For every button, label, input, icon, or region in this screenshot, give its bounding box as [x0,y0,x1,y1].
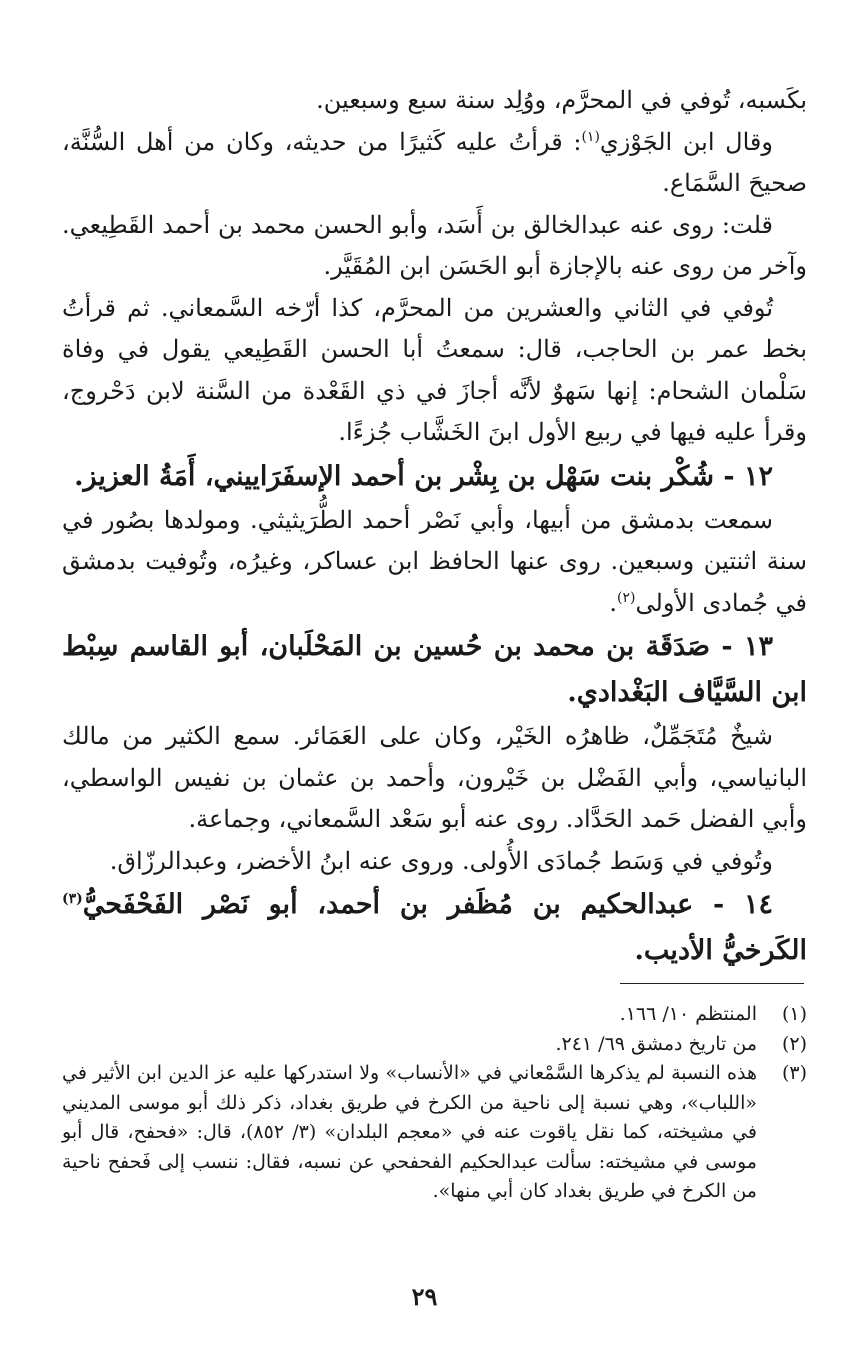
footnote-text: هذه النسبة لم يذكرها السَّمْعاني في «الأنساب» ولا استدركها عليه عز الدين ابن الأثير في «اللباب»، وهي نسبة إلى ناحية من الكرخ في طريق بغداد، ذكر ذلك أبو موسى المديني في مشيخته، كما نقل ياقوت عنه في «معجم البلدان» (٣/ ٨٥٢)، قال: «فحفح، قال أبو موسى في مشيخته: سألت عبدالحكيم الفحفحي عن نسبه، فقال: ننسب إلى فَحفح ناحية من الكرخ في طريق بغداد كان أبي منها». [62,1062,757,1202]
footnote-3 [62,1059,807,1207]
heading-text: ١٤ - عبدالحكيم بن مُظَفر بن أحمد، أبو نَصْر الفَحْفَحيُّ [82,889,773,920]
footnote-separator [620,983,804,984]
footnote-text: المنتظم ١٠/ ١٦٦. [619,1003,757,1025]
paragraph: بكَسبه، تُوفي في المحرَّم، ووُلِد سنة سبع وسبعين. [316,86,807,114]
entry-heading-13: ١٣ - صَدَقَة بن محمد بن حُسين بن المَحْلَبان، أبو القاسم سِبْط ابن السَّيَّاف البَغْدادي. [62,631,807,708]
paragraph [62,500,807,625]
footnote-number: (٣) [781,1062,807,1084]
paragraph [62,122,807,205]
heading-text: الكَرخيُّ الأديب. [634,935,807,966]
footnote-1 [62,1000,807,1030]
footnote-2 [62,1030,807,1060]
footnote-ref[interactable]: (٢) [617,589,636,606]
main-text [62,80,807,974]
paragraph: وتُوفي في وَسَط جُمادَى الأُولى. وروى عنه ابنُ الأخضر، وعبدالرزّاق. [109,846,773,875]
paragraph: تُوفي في الثاني والعشرين من المحرَّم، كذا أرّخه السَّمعاني. ثم قرأتُ بخط عمر بن الحاجب، قال: سمعتُ أبا الحسن القَطِيعي يقول في وفاة سَلْمان الشحام: إنها سَهوٌ لأنَّه أجازَ في ذي القَعْدة من السَّنة لابن دَحْروج، وقرأ عليه فيها في ربيع الأول ابنَ الخَشَّاب جُزءًا. [62,293,807,446]
paragraph-text: : قرأتُ عليه كَثيرًا من حديثه، وكان من أهل السُّنَّة، صحيحَ السَّمَاع. [62,127,807,197]
entry-heading-14 [62,882,807,974]
footnotes [62,1000,807,1207]
paragraph-text: . [609,588,618,617]
paragraph-text: وقال ابن الجَوْزي [599,127,773,156]
footnote-ref[interactable]: (٣) [62,891,83,907]
paragraph: قلت: روى عنه عبدالخالق بن أَسَد، وأبو الحسن محمد بن أحمد القَطِيعي. وآخر من روى عنه بالإجازة أبو الحَسَن ابن المُقَيَّر. [62,210,807,280]
footnote-number: (١) [781,1003,807,1025]
footnote-ref[interactable]: (١) [581,128,600,145]
entry-heading-12: ١٢ - شُكْر بنت سَهْل بن بِشْر بن أحمد الإسفَرَاييني، أَمَةُ العزيز. [74,460,773,492]
footnote-number: (٢) [781,1032,807,1055]
page-number: ٢٩ [411,1282,438,1311]
paragraph-text: سمعت بدمشق من أبيها، وأبي نَصْر أحمد الطُّرَيثيثي. ومولدها بصُور في سنة اثنتين وسبعين. روى عنها الحافظ ابن عساكر، وغيرُه، وتُوفيت بدمشق في جُمادى الأولى [62,505,807,617]
footnote-text: من تاريخ دمشق ٦٩/ ٢٤١. [555,1032,757,1055]
paragraph: شيخٌ مُتَجَمِّلٌ، ظاهرُه الخَيْر، وكان على العَمَائر. سمع الكثير من مالك البانياسي، وأبي الفَضْل بن خَيْرون، وأحمد بن عثمان بن نفيس الواسطي، وأبي الفضل حَمد الحَدَّاد. روى عنه أبو سَعْد السَّمعاني، وجماعة. [62,722,807,833]
